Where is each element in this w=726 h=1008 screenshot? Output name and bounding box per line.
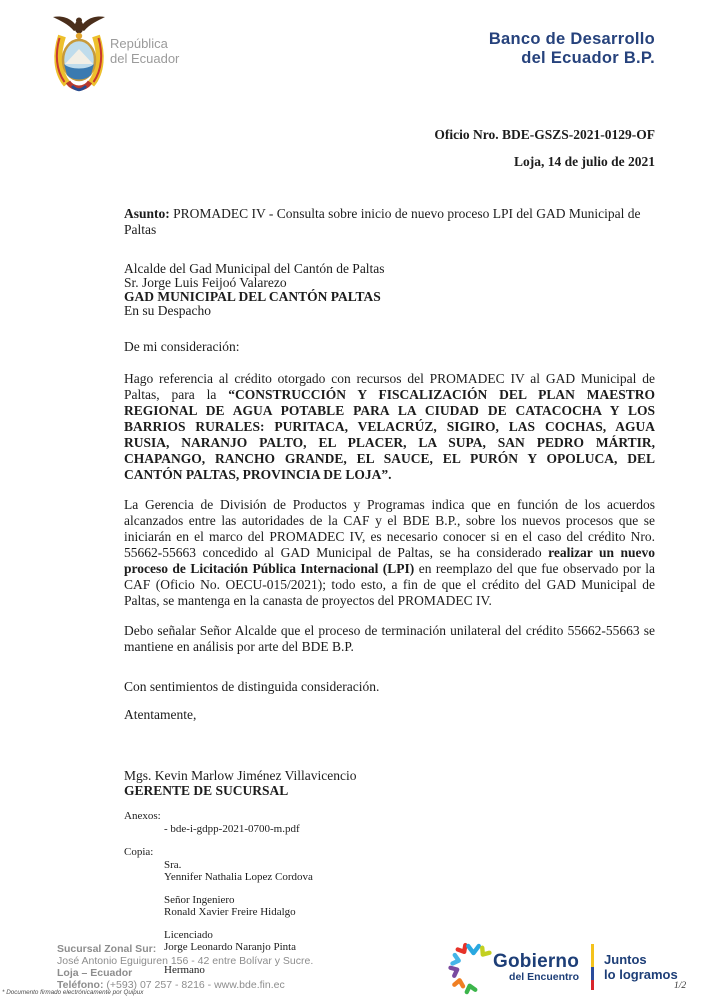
copy-recipient-title: Hermano — [164, 963, 205, 976]
bank-name-line2: del Ecuador B.P. — [521, 49, 655, 67]
republic-label — [110, 36, 179, 66]
oficio-number: Oficio Nro. BDE-GSZS-2021-0129-OF — [434, 127, 655, 142]
copy-recipient-name: Jorge Leonardo Naranjo Pinta — [164, 941, 297, 953]
recipient-office: En su Despacho — [124, 303, 211, 318]
salutation: De mi consideración: — [124, 339, 240, 354]
del-encuentro-word: del Encuentro — [509, 970, 580, 983]
recipient-position: Alcalde del Gad Municipal del Cantón de Paltas — [124, 261, 385, 276]
republic-label-line2: del Ecuador — [110, 51, 180, 66]
recipient-block — [124, 262, 655, 318]
copy-recipient — [124, 894, 655, 919]
slogan-line1: Juntos — [604, 952, 647, 967]
paragraph-2-text-1: La Gerencia de División de Productos y Programas indica que en función de los acuerdos alcanzados entre las autoridades de la CAF y el BDE B.P., sobre los nuevos procesos que se iniciarán en el marco del PROMADEC IV, es necesario conocer si en el caso del crédito Nro. 55662-55663 concedido al GAD Municipal de Paltas, se ha considerado — [124, 497, 655, 560]
slogan-line2: lo logramos — [604, 967, 678, 982]
phone-label: Teléfono: — [57, 979, 104, 991]
subject-line — [124, 206, 655, 238]
farewell: Atentamente, — [124, 707, 197, 722]
gobierno-logo — [449, 941, 678, 993]
recipient-name: Sr. Jorge Luis Feijoó Valarezo — [124, 275, 287, 290]
bank-name-line1: Banco de Desarrollo — [488, 30, 655, 48]
copy-recipient-title: Licenciado — [164, 928, 213, 941]
copy-recipient-name: Yennifer Nathalia Lopez Cordova — [164, 871, 313, 883]
branch-title: Sucursal Zonal Sur: — [57, 943, 157, 955]
subject-text: PROMADEC IV - Consulta sobre inicio de nuevo proceso LPI del GAD Municipal de Paltas — [124, 206, 641, 237]
signer-name: Mgs. Kevin Marlow Jiménez Villavicencio — [124, 768, 357, 783]
signer-title: GERENTE DE SUCURSAL — [124, 782, 289, 798]
republic-label-line1: República — [110, 36, 168, 51]
paragraph-1-text: Hago referencia al crédito otorgado con recursos del PROMADEC IV al GAD Municipal de Paltas, para la — [124, 371, 655, 402]
flag-divider-bar — [591, 944, 594, 990]
paragraph-1-project-name: “CONSTRUCCIÓN Y FISCALIZACIÓN DEL PLAN MAESTRO REGIONAL DE AGUA POTABLE PARA LA CIUDAD DE CATACOCHA Y LOS BARRIOS RURALES: PURITACA, VELACRÚZ, SIGIRO, LAS COCHAS, AGUA RUSIA, NARANJO PALTO, EL PLACER, LA SUPA, SAN PEDRO MÁRTIR, CHAPANGO, RANCHO GRANDE, EL SAUCE, EL PURÓN Y OPOLUCA, DEL CANTÓN PALTAS, PROVINCIA DE LOJA”. — [124, 387, 655, 482]
branch-city: Loja – Ecuador — [57, 967, 133, 979]
copy-label: Copia: — [124, 846, 154, 858]
page-number: 1/2 — [674, 981, 687, 991]
paragraph-2-text-2: en reemplazo del que fue observado por la CAF (Oficio No. OECU-015/2021); todo esto, a fin de que el crédito del GAD Municipal de Paltas, se mantenga en la canasta de proyectos del PROMADEC IV. — [124, 561, 655, 608]
gobierno-word: Gobierno — [493, 950, 580, 972]
gobierno-chevrons-icon — [449, 941, 491, 993]
ecuador-coat-of-arms-icon — [50, 12, 108, 102]
copy-recipient — [124, 859, 655, 884]
paragraph-2 — [124, 497, 655, 609]
annex-block — [124, 810, 655, 835]
signature-block — [124, 769, 655, 798]
quipux-signature-note: * Documento firmado electrónicamente por Quipux — [2, 989, 144, 996]
subject-label: Asunto: — [124, 206, 170, 221]
gobierno-wordmark — [493, 952, 579, 983]
gov-slogan — [604, 952, 678, 982]
copy-recipient-title: Señor Ingeniero — [164, 893, 235, 906]
letter-date: Loja, 14 de julio de 2021 — [513, 154, 655, 169]
branch-address: José Antonio Eguiguren 156 - 42 entre Bolívar y Sucre. — [57, 955, 314, 967]
closing-line: Con sentimientos de distinguida consideración. — [124, 679, 380, 694]
branch-footer — [57, 943, 387, 991]
recipient-institution: GAD MUNICIPAL DEL CANTÓN PALTAS — [124, 289, 381, 304]
paragraph-1 — [124, 371, 655, 483]
phone-text: (+593) 07 257 - 8216 - www.bde.fin.ec — [106, 979, 285, 991]
paragraph-3: Debo señalar Señor Alcalde que el proceso de terminación unilateral del crédito 55662-55663 se mantiene en análisis por arte del BDE B.P. — [124, 623, 655, 654]
copy-recipient-name: Ronald Xavier Freire Hidalgo — [164, 906, 296, 918]
annex-item: - bde-i-gdpp-2021-0700-m.pdf — [164, 822, 300, 835]
copy-recipient-title: Sra. — [164, 858, 182, 871]
annex-label: Anexos: — [124, 810, 161, 822]
bank-name — [489, 30, 655, 68]
paragraph-2-emphasis: realizar un nuevo proceso de Licitación Pública Internacional (LPI) — [124, 545, 655, 576]
letter-body — [124, 127, 655, 986]
